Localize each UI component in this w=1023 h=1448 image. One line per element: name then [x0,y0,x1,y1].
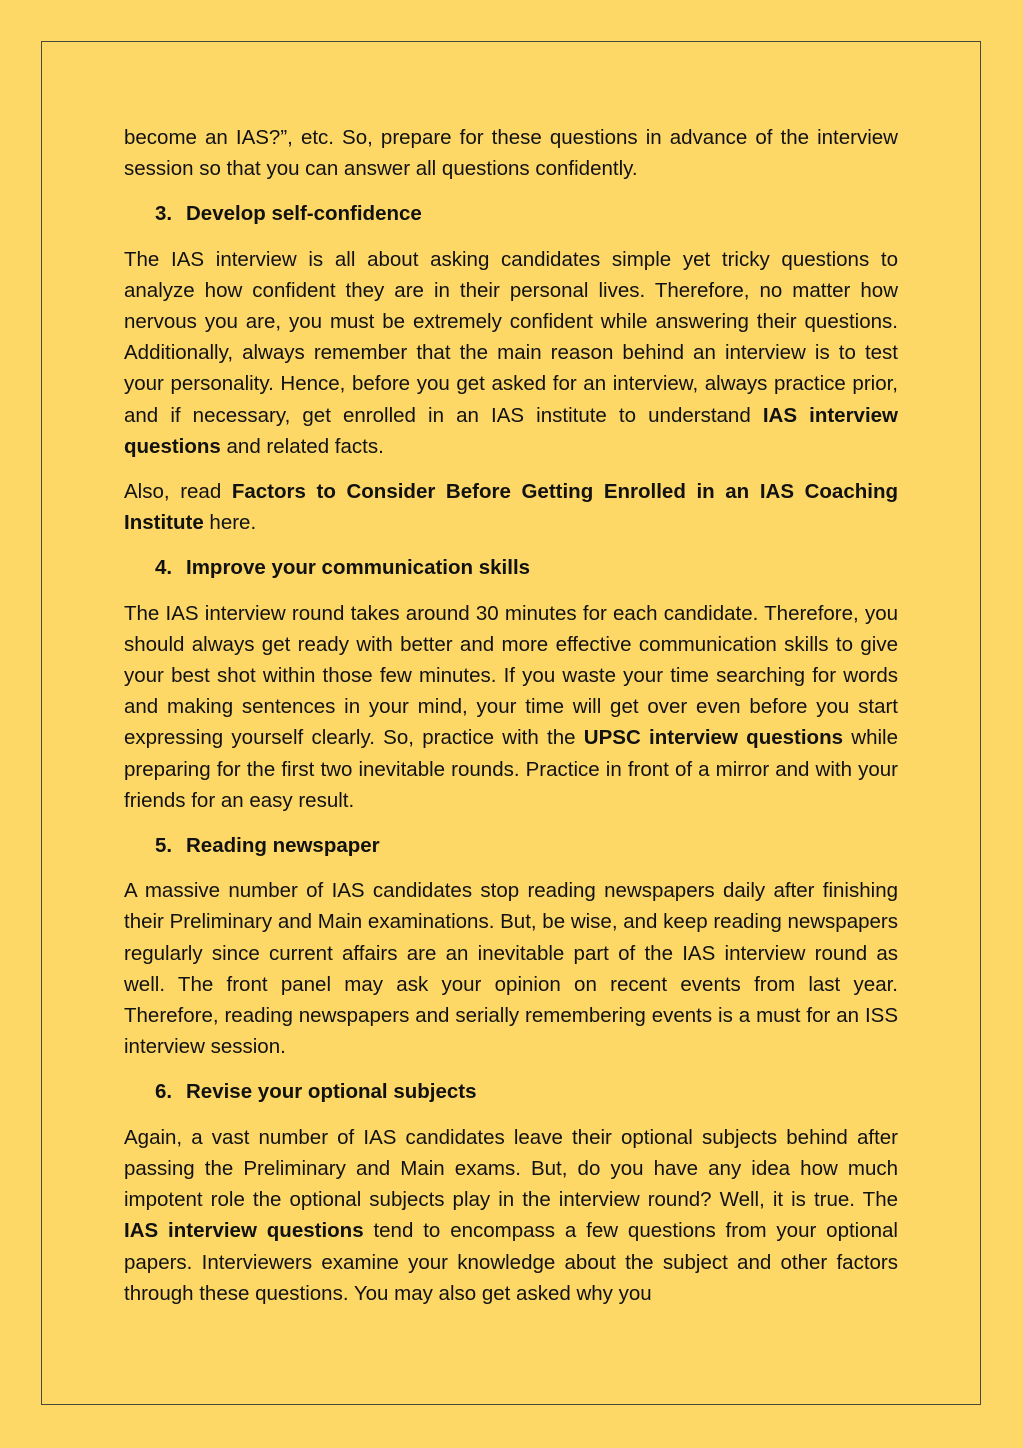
section-paragraph-3 [124,244,898,462]
section-heading-5 [124,830,898,861]
section-title: Improve your communication skills [186,556,531,580]
section-number: 5. [155,834,173,858]
bold-keyword: UPSC interview questions [583,726,843,750]
paragraph-text: tend to encompass a few questions from your optional papers. Interviewers examine your knowledge about the subject and other factors through these questions. You may also get asked why you [124,1219,898,1305]
section-title: Reading newspaper [186,834,380,858]
section-paragraph-6 [124,1122,898,1309]
paragraph-text: and related facts. [220,434,384,458]
section-heading-3 [124,198,898,229]
section-heading-6 [124,1076,898,1107]
also-read-prefix: Also, read [124,480,232,504]
paragraph-text: The IAS interview round takes around 30 minutes for each candidate. Therefore, you should always get ready with better and more effective communication skills to give your best shot within those few minutes. If you waste your time searching for words and making sentences in your mind, your time will get over even before you start expressing yourself clearly. So, practice with the [124,601,898,750]
section-paragraph-5 [124,875,898,1062]
section-number: 6. [155,1080,173,1104]
paragraph-text: Again, a vast number of IAS candidates leave their optional subjects behind after passing the Preliminary and Main exams. But, do you have any idea how much impotent role the optional subjects play in the interview round? Well, it is true. The [124,1125,898,1212]
intro-paragraph: become an IAS?”, etc. So, prepare for these questions in advance of the interview session so that you can answer all questions confidently. [124,126,898,181]
section-title: Revise your optional subjects [186,1080,477,1104]
paragraph-text: The IAS interview is all about asking candidates simple yet tricky questions to analyze how confident they are in their personal lives. Therefore, no matter how nervous you are, you must be extremely confident while answering their questions. Additionally, always remember that the main reason behind an interview is to test your personality. Hence, before you get asked for an interview, always practice prior, and if necessary, get enrolled in an IAS institute to understand [124,247,898,427]
paragraph-text: A massive number of IAS candidates stop reading newspapers daily after finishing their Preliminary and Main examinations. But, be wise, and keep reading newspapers regularly since current affairs are an inevitable part of the IAS interview round as well. The front panel may ask your opinion on recent events from last year. Therefore, reading newspapers and serially remembering events is a must for an ISS interview session. [124,879,898,1059]
section-number: 4. [155,556,173,580]
bold-keyword: IAS interview questions [124,1219,364,1243]
also-read-paragraph [124,476,898,538]
bold-keyword: IAS interview questions [124,403,898,458]
paragraph-text: while preparing for the first two inevitable rounds. Practice in front of a mirror and with your friends for an easy result. [124,726,898,812]
also-read-suffix: here. [203,511,257,535]
also-read-link-text: Factors to Consider Before Getting Enrolled in an IAS Coaching Institute [124,480,898,535]
section-heading-4 [124,552,898,583]
section-title: Develop self-confidence [186,202,422,226]
document-body [124,122,898,1309]
section-number: 3. [155,202,173,226]
section-paragraph-4 [124,598,898,816]
